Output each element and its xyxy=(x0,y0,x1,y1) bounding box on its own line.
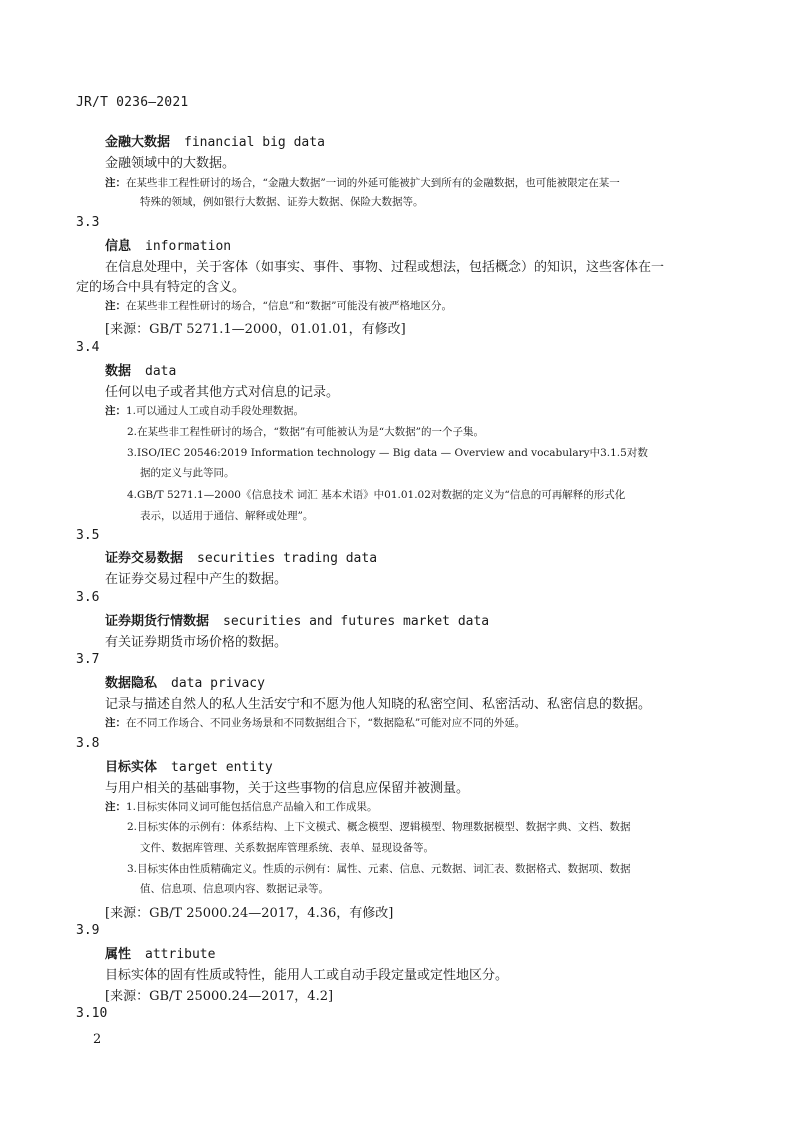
term-zh: 金融大数据 xyxy=(105,135,171,150)
clause-number: 3.9 xyxy=(76,923,100,938)
note xyxy=(105,715,525,730)
definition: 在信息处理中，关于客体（如事实、事件、事物、过程或想法，包括概念）的知识，这些客体在一 xyxy=(105,260,665,275)
note xyxy=(105,799,378,814)
term-zh: 数据 xyxy=(105,364,132,379)
term-securities-trading-data xyxy=(105,547,377,566)
page-number: 2 xyxy=(93,1032,102,1047)
note-label: 注： xyxy=(105,405,126,417)
source-reference: [来源：GB/T 5271.1—2000，01.01.01，有修改] xyxy=(105,322,406,337)
term-target-entity xyxy=(105,756,273,775)
note-item: 4.GB/T 5271.1—2000《信息技术 词汇 基本术语》中01.01.02对数据的定义为“信息的可再解释的形式化 xyxy=(127,489,626,501)
term-zh: 证券期货行情数据 xyxy=(105,614,210,629)
document-code: JR/T 0236—2021 xyxy=(76,95,189,110)
clause-number: 3.4 xyxy=(76,340,100,355)
term-attribute xyxy=(105,943,215,962)
term-securities-futures-market-data xyxy=(105,610,489,629)
clause-number: 3.10 xyxy=(76,1006,108,1021)
definition: 任何以电子或者其他方式对信息的记录。 xyxy=(105,385,340,400)
source-reference: [来源：GB/T 25000.24—2017，4.2] xyxy=(105,989,334,1004)
term-en: data xyxy=(145,364,177,379)
note-item: 2.目标实体的示例有：体系结构、上下文模式、概念模型、逻辑模型、物理数据模型、数据字典、文档、数据 xyxy=(127,821,631,833)
term-zh: 证券交易数据 xyxy=(105,551,184,566)
term-zh: 信息 xyxy=(105,239,132,254)
note-text: 在某些非工程性研讨的场合，“信息”和“数据”可能没有被严格地区分。 xyxy=(126,300,452,312)
note xyxy=(105,298,452,313)
definition: 有关证券期货市场价格的数据。 xyxy=(105,635,288,650)
term-zh: 属性 xyxy=(105,947,132,962)
note-continuation: 表示，以适用于通信、解释或处理”。 xyxy=(140,510,314,522)
note xyxy=(105,175,620,190)
note-continuation: 值、信息项、信息项内容、数据记录等。 xyxy=(140,883,329,895)
clause-number: 3.5 xyxy=(76,528,100,543)
definition: 与用户相关的基础事物，关于这些事物的信息应保留并被测量。 xyxy=(105,781,470,796)
note-item: 3.目标实体由性质精确定义。性质的示例有：属性、元素、信息、元数据、词汇表、数据格式、数据项、数据 xyxy=(127,863,631,875)
definition-continuation: 定的场合中具有特定的含义。 xyxy=(76,280,246,295)
note-item: 1.目标实体同义词可能包括信息产品输入和工作成果。 xyxy=(126,801,378,813)
definition: 记录与描述自然人的私人生活安宁和不愿为他人知晓的私密空间、私密活动、私密信息的数据。 xyxy=(105,697,652,712)
note-continuation: 据的定义与此等同。 xyxy=(140,467,235,479)
note-text: 在不同工作场合、不同业务场景和不同数据组合下，“数据隐私”可能对应不同的外延。 xyxy=(126,717,526,729)
note-continuation: 特殊的领域，例如银行大数据、证券大数据、保险大数据等。 xyxy=(140,196,424,208)
term-en: data privacy xyxy=(171,676,265,691)
clause-number: 3.3 xyxy=(76,215,100,230)
term-en: securities and futures market data xyxy=(223,614,490,629)
term-data xyxy=(105,360,176,379)
note-continuation: 文件、数据库管理、关系数据库管理系统、表单、显现设备等。 xyxy=(140,842,434,854)
term-information xyxy=(105,235,231,254)
definition: 在证券交易过程中产生的数据。 xyxy=(105,572,288,587)
term-financial-big-data xyxy=(105,131,325,150)
note xyxy=(105,403,304,418)
note-label: 注： xyxy=(105,177,126,189)
clause-number: 3.7 xyxy=(76,652,100,667)
clause-number: 3.8 xyxy=(76,736,100,751)
note-text: 在某些非工程性研讨的场合，“金融大数据”一词的外延可能被扩大到所有的金融数据，也可能被限定在某一 xyxy=(126,177,620,189)
clause-number: 3.6 xyxy=(76,590,100,605)
note-label: 注： xyxy=(105,717,126,729)
note-label: 注： xyxy=(105,801,126,813)
term-en: target entity xyxy=(171,760,273,775)
term-zh: 数据隐私 xyxy=(105,676,158,691)
term-en: attribute xyxy=(145,947,216,962)
term-en: financial big data xyxy=(184,135,325,150)
definition: 金融领域中的大数据。 xyxy=(105,156,236,171)
term-zh: 目标实体 xyxy=(105,760,158,775)
note-item: 1.可以通过人工或自动手段处理数据。 xyxy=(126,405,305,417)
source-reference: [来源：GB/T 25000.24—2017，4.36，有修改] xyxy=(105,906,394,921)
term-data-privacy xyxy=(105,672,265,691)
note-item: 2.在某些非工程性研讨的场合，“数据”有可能被认为是“大数据”的一个子集。 xyxy=(127,426,484,438)
note-item: 3.ISO/IEC 20546:2019 Information technology — Big data — Overview and vocabulary中3.1.5对数 xyxy=(127,447,648,459)
note-label: 注： xyxy=(105,300,126,312)
term-en: information xyxy=(145,239,232,254)
term-en: securities trading data xyxy=(197,551,378,566)
definition: 目标实体的固有性质或特性，能用人工或自动手段定量或定性地区分。 xyxy=(105,968,509,983)
